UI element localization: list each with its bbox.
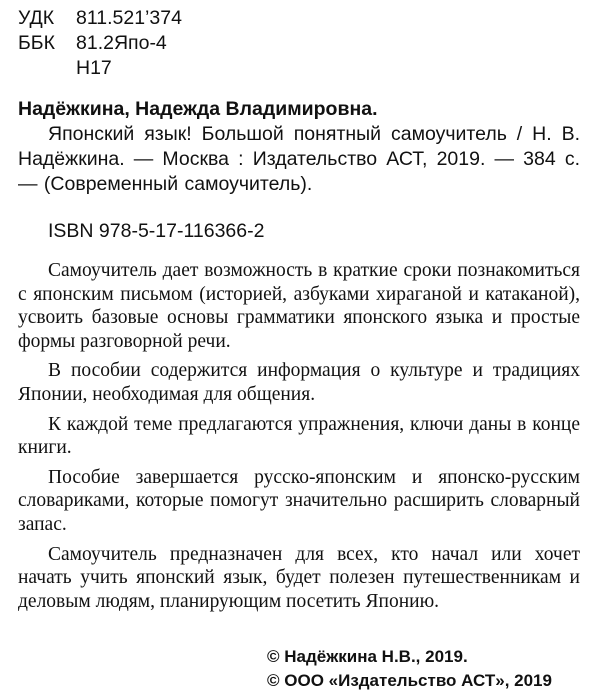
- isbn: ISBN 978-5-17-116366-2: [48, 220, 265, 242]
- annotation-paragraph: Самоучитель дает возможность в краткие сроки познакомиться с японским письмом (историей, азбуками хираганой и катаканой), усвоить базовые основы грамматики японского языка и простые формы разговорной речи.: [18, 260, 580, 352]
- udk-label: УДК: [18, 7, 55, 29]
- author-heading: Надёжкина, Надежда Владимировна.: [18, 98, 378, 120]
- annotation-paragraph: К каждой теме предлагаются упражнения, ключи даны в конце книги.: [18, 413, 580, 459]
- copyright-block: [267, 645, 552, 693]
- bibliographic-record: [18, 97, 580, 197]
- copyright-author: © Надёжкина Н.В., 2019.: [267, 647, 468, 666]
- bbk-row: [18, 31, 182, 56]
- bibliographic-description: Японский язык! Большой понятный самоучитель / Н. В. Надёжкина. — Москва : Издательство АСТ, 2019. — 384 с. — (Современный самоучитель).: [18, 123, 580, 195]
- annotation: [18, 259, 580, 619]
- classification-codes: [18, 6, 182, 81]
- bbk-label: ББК: [18, 32, 55, 54]
- udk-row: [18, 6, 182, 31]
- bbk-value: 81.2Япо-4: [76, 32, 167, 54]
- author-sign: Н17: [76, 57, 112, 79]
- annotation-paragraph: Самоучитель предназначен для всех, кто начал или хочет начать учить японский язык, будет полезен путешественникам и деловым людям, планирующим посетить Японию.: [18, 543, 580, 612]
- udk-value: 811.521’374: [76, 7, 182, 29]
- copyright-publisher: © ООО «Издательство АСТ», 2019: [267, 671, 552, 690]
- annotation-paragraph: Пособие завершается русско-японским и японско-русским словариками, которые помогут значительно расширить словарный запас.: [18, 466, 580, 535]
- annotation-paragraph: В пособии содержится информация о культуре и традициях Японии, необходимая для общения.: [18, 360, 580, 405]
